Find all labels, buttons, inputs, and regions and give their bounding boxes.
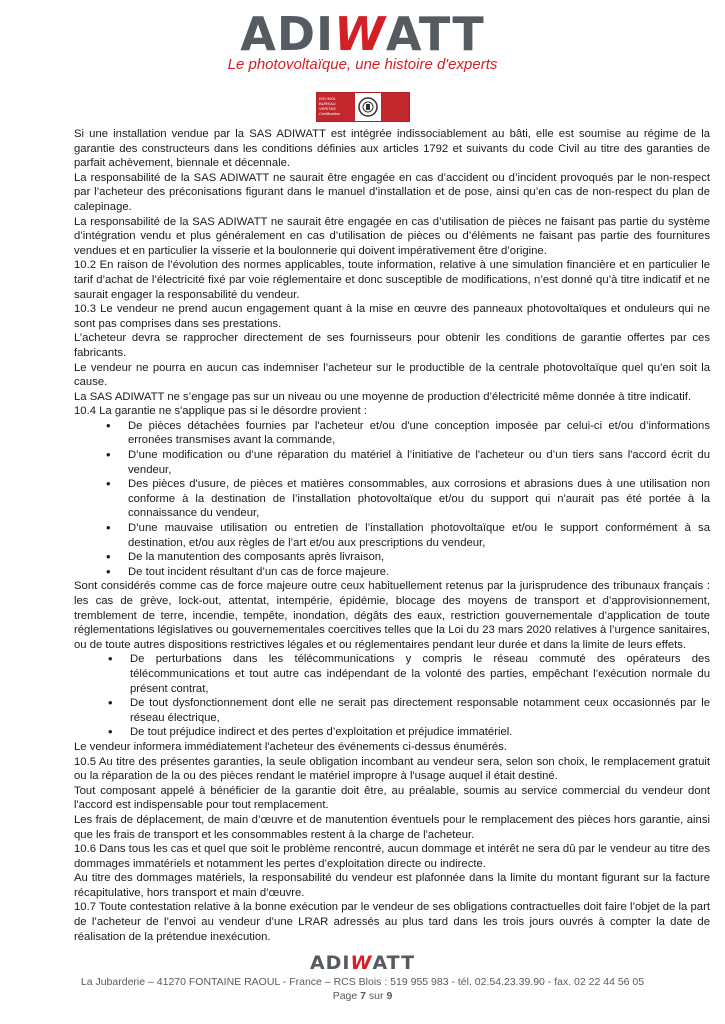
footer-logo-att: ATT [372,952,416,974]
page-current: 7 [360,990,367,1002]
cert-line-2: BUREAU VERITAS [319,101,336,111]
paragraph: Le vendeur ne pourra en aucun cas indemniser l’acheteur sur le productible de la centrale photovoltaïque quel qu’en soit la cause. [74,361,710,389]
paragraph: Au titre des dommages matériels, la responsabilité du vendeur est plafonnée dans la limite du montant figurant sur la facture récapitulative, hors transport et main d’œuvre. [74,872,710,899]
footer-logo-adi: ADI [309,952,351,974]
list-item: • D’une mauvaise utilisation ou entretien de l’installation photovoltaïque et/ou le support conformément à sa destination, et/ou aux règles de l’art et/ou aux prescriptions du vendeur, [112,521,710,550]
logo-part-adi: ADI [240,7,335,61]
document-body [74,127,710,944]
adiwatt-logo [0,6,725,62]
exclusion-list [74,419,710,580]
bureau-veritas-seal-icon [355,93,381,121]
paragraph: Tout composant appelé à bénéficier de la garantie doit être, au préalable, soumis au service commercial du vendeur dont l'accord est indispensable pour tout remplacement. [74,784,710,812]
list-item: • Des pièces d'usure, de pièces et matières consommables, aux corrosions et abrasions dues à une utilisation non conforme à la destination de l’installation photovoltaïque et/ou du support qui n'aurait pas été portée à la connaissance du vendeur, [112,477,710,521]
page-total: 9 [386,990,393,1002]
page-footer [0,952,725,1002]
footer-logo [0,952,725,974]
paragraph: L’acheteur devra se rapprocher directement de ses fournisseurs pour obtenir les conditions de garantie offertes par ces fabricants. [74,332,710,359]
list-item: • De perturbations dans les télécommunications y compris le réseau commuté des opérateurs des télécommunications et tout autre cas indépendant de la volonté des parties, empêchant l’exécution normale du présent contrat, [114,652,710,696]
paragraph: La responsabilité de la SAS ADIWATT ne saurait être engagée en cas d’accident ou d’incident provoqués par le non-respect par l’acheteur des préconisations figurant dans le manuel d’installation et de pose, ainsi qu’en cas de non-respect du plan de calepinage. [74,171,710,213]
list-item: • D’une modification ou d’une réparation du matériel à l’initiative de l'acheteur ou d’un tiers sans l'accord écrit du vendeur, [112,448,710,477]
paragraph: 10.7 Toute contestation relative à la bonne exécution par le vendeur de ses obligations contractuelles doit faire l’objet de la part de l’acheteur de l’envoi au vendeur d’une LRAR adressés au plus tard dans les trois jours ouvrés à compter la date de réalisation de la prétendue inexécution. [74,901,710,943]
header-logo [0,6,725,73]
page-prefix: Page [332,990,361,1002]
iso-certification-badge [316,92,410,122]
cert-red-block [381,93,409,121]
paragraph: 10.5 Au titre des présentes garanties, la seule obligation incombant au vendeur sera, selon son choix, le remplacement gratuit ou la réparation de la ou des pièces rendant le matériel impropre à l'usage auquel il était destiné. [74,755,710,783]
paragraph: Si une installation vendue par la SAS ADIWATT est intégrée indissociablement au bâti, elle est soumise au régime de la garantie des constructeurs dans les conditions définies aux articles 1792 et suivants du code Civil au titre des garanties de parfait achèvement, biennale et décennale. [74,128,710,170]
list-item: • De tout dysfonctionnement dont elle ne serait pas directement responsable notamment ceux occasionnés par le réseau électrique, [114,696,710,725]
force-majeure-list [74,652,710,740]
tagline: Le photovoltaïque, une histoire d'experts [227,56,498,73]
paragraph: La responsabilité de la SAS ADIWATT ne saurait être engagée en cas d’utilisation de pièces ne faisant pas partie du système d’intégration vendu et plus généralement en cas d’utilisation de pièces ou d’éléments ne faisant pas partie des fournitures vendues et en particulier la visserie et la boulonnerie qui doivent impérativement être d’origine. [74,215,710,257]
cert-line-1: ISO 9001 [319,96,336,101]
list-item: • De tout incident résultant d’un cas de force majeure. [112,565,710,580]
paragraph: La SAS ADIWATT ne s’engage pas sur un niveau ou une moyenne de production d’électricité même donnée à titre indicatif. [74,390,692,403]
paragraph: 10.6 Dans tous les cas et quel que soit le problème rencontré, aucun dommage et intérêt ne sera dû par le vendeur au titre des dommages immatériels et notamment les pertes d’exploitation directe ou indirecte. [74,843,710,870]
paragraph: Sont considérés comme cas de force majeure outre ceux habituellement retenus par la jurisprudence des tribunaux français : les cas de grève, lock-out, attentat, intempérie, épidémie, blocage des moyens de transport et d’approvisionnement, tremblement de terre, incendie, tempête, inondation, dégâts des eaux, restriction gouvernementale d’application de toute réglementations législatives ou gouvernementales coercitives telles que la Loi du 23 mars 2020 relatives à l’urgence sanitaires, ou de toute autres dispositions restrictives légales et ou réglementaires pendant leur durée et dans la limite de leurs effets. [74,580,710,651]
list-item: • De pièces détachées fournies par l'acheteur et/ou d'une conception imposée par celui-ci et/ou d’informations erronées transmises avant la commande, [112,419,710,448]
paragraph: 10.4 La garantie ne s'applique pas si le désordre provient : [74,405,367,418]
list-item: • De tout préjudice indirect et des pertes d’exploitation et préjudice immatériel. [114,725,710,740]
page-mid: sur [366,990,387,1002]
paragraph: Les frais de déplacement, de main d’œuvre et de manutention éventuels pour le remplacement des pièces hors garantie, ainsi que les frais de transport et les consommables restent à la charge de l'acheteur. [74,813,710,841]
page-number [0,990,725,1002]
cert-text [317,93,355,121]
footer-logo-w: W [350,952,373,974]
list-item: • De la manutention des composants après livraison, [112,550,710,565]
logo-part-att: ATT [385,7,485,61]
logo-part-w: W [334,7,386,61]
paragraph: Le vendeur informera immédiatement l'acheteur des événements ci-dessus énumérés. [74,740,507,753]
cert-line-3: Certification [319,111,341,116]
paragraph: 10.2 En raison de l’évolution des normes applicables, toute information, relative à une simulation financière et en particulier le tarif d’achat de l’électricité fixé par voie réglementaire et donc susceptible de modifications, n’est donné qu’à titre indicatif et ne saurait engager la responsabilité du vendeur. [74,259,710,301]
footer-address: La Jubarderie – 41270 FONTAINE RAOUL - France – RCS Blois : 519 955 983 - tél. 02.54.23.39.90 - fax. 02 22 44 56 05 [80,976,645,988]
paragraph: 10.3 Le vendeur ne prend aucun engagement quant à la mise en œuvre des panneaux photovoltaïques et onduleurs qui ne sont pas comprises dans ses prestations. [74,303,710,330]
